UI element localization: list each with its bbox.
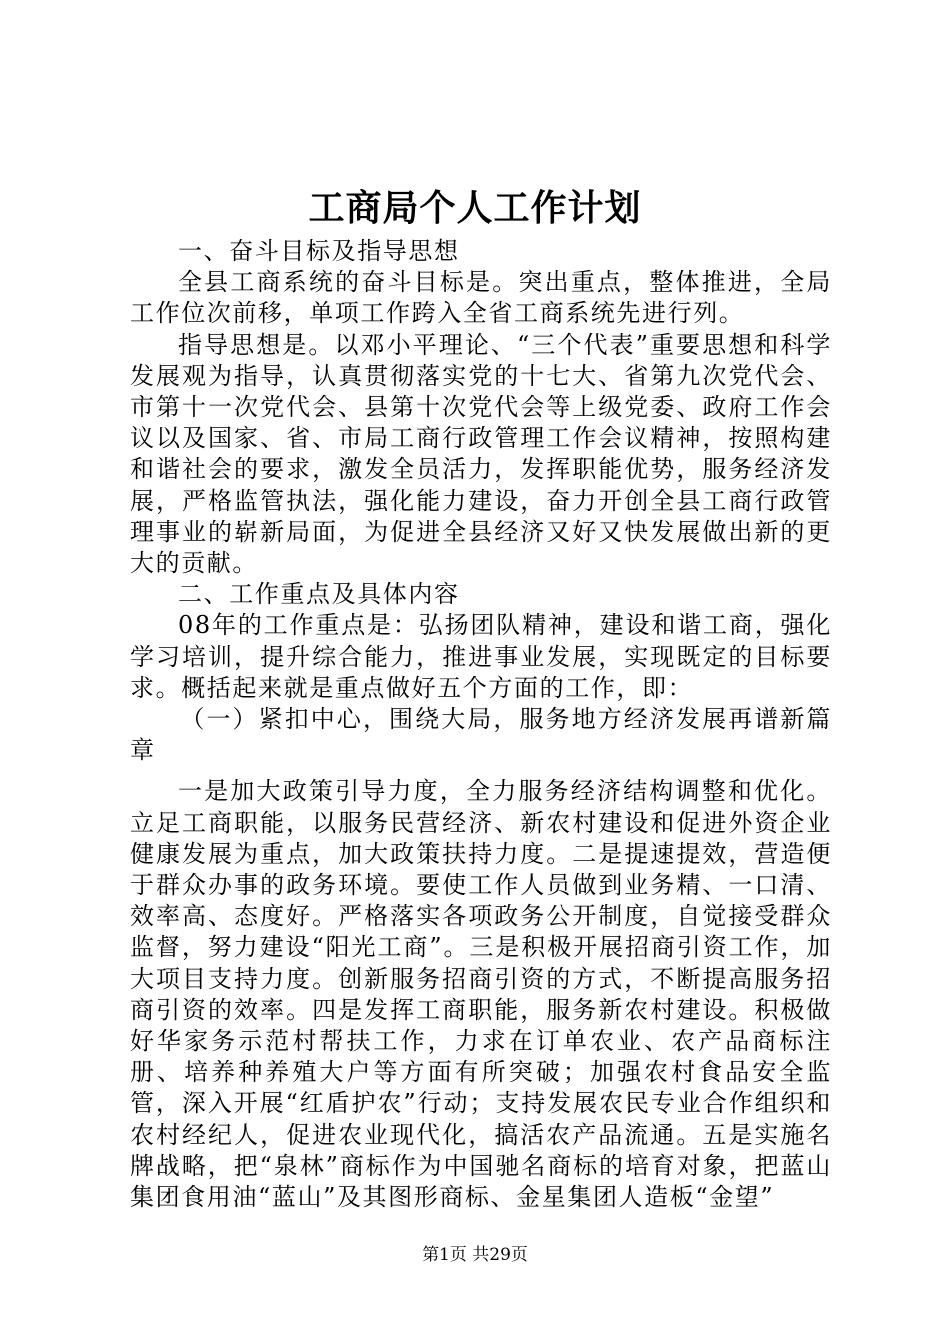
document-body (130, 236, 832, 1213)
body-paragraph: 全县工商系统的奋斗目标是。突出重点，整体推进，全局工作位次前移，单项工作跨入全省工商系统先进行列。 (130, 268, 832, 328)
section-heading: 一、奋斗目标及指导思想 (178, 237, 460, 265)
body-paragraph: 08年的工作重点是：弘扬团队精神，建设和谐工商，强化学习培训，提升综合能力，推进事业发展，实现既定的目标要求。概括起来就是重点做好五个方面的工作，即： (130, 611, 832, 702)
subsection-heading: （一）紧扣中心，围绕大局，服务地方经济发展再谱新篇章 (130, 705, 832, 765)
section-heading: 二、工作重点及具体内容 (178, 580, 460, 609)
document-title: 工商局个人工作计划 (308, 187, 642, 229)
body-paragraph: 指导思想是。以邓小平理论、“三个代表”重要思想和科学发展观为指导，认真贯彻落实党的十七大、省第九次党代会、市第十一次党代会、县第十次党代会等上级党委、政府工作会议以及国家、省、市局工商行政管理工作会议精神，按照构建和谐社会的要求，激发全员活力，发挥职能优势，服务经济发展，严格监管执法，强化能力建设，奋力开创全县工商行政管理事业的崭新局面，为促进全县经济又好又快发展做出新的更大的贡献。 (130, 330, 832, 578)
page-number-footer: 第1页 共29页 (422, 1245, 528, 1265)
body-paragraph: 一是加大政策引导力度，全力服务经济结构调整和优化。立足工商职能，以服务民营经济、新农村建设和促进外资企业健康发展为重点，加大政策扶持力度。二是提速提效，营造便于群众办事的政务环境。要使工作人员做到业务精、一口清、效率高、态度好。严格落实各项政务公开制度，自觉接受群众监督，努力建设“阳光工商”。三是积极开展招商引资工作，加大项目支持力度。创新服务招商引资的方式，不断提高服务招商引资的效率。四是发挥工商职能，服务新农村建设。积极做好华家务示范村帮扶工作，力求在订单农业、农产品商标注册、培养种养殖大户等方面有所突破；加强农村食品安全监管，深入开展“红盾护农”行动；支持发展农民专业合作组织和农村经纪人，促进农业现代化，搞活农产品流通。五是实施名牌战略，把“泉林”商标作为中国驰名商标的培育对象，把蓝山集团食用油“蓝山”及其图形商标、金星集团人造板“金望” (130, 777, 832, 1212)
